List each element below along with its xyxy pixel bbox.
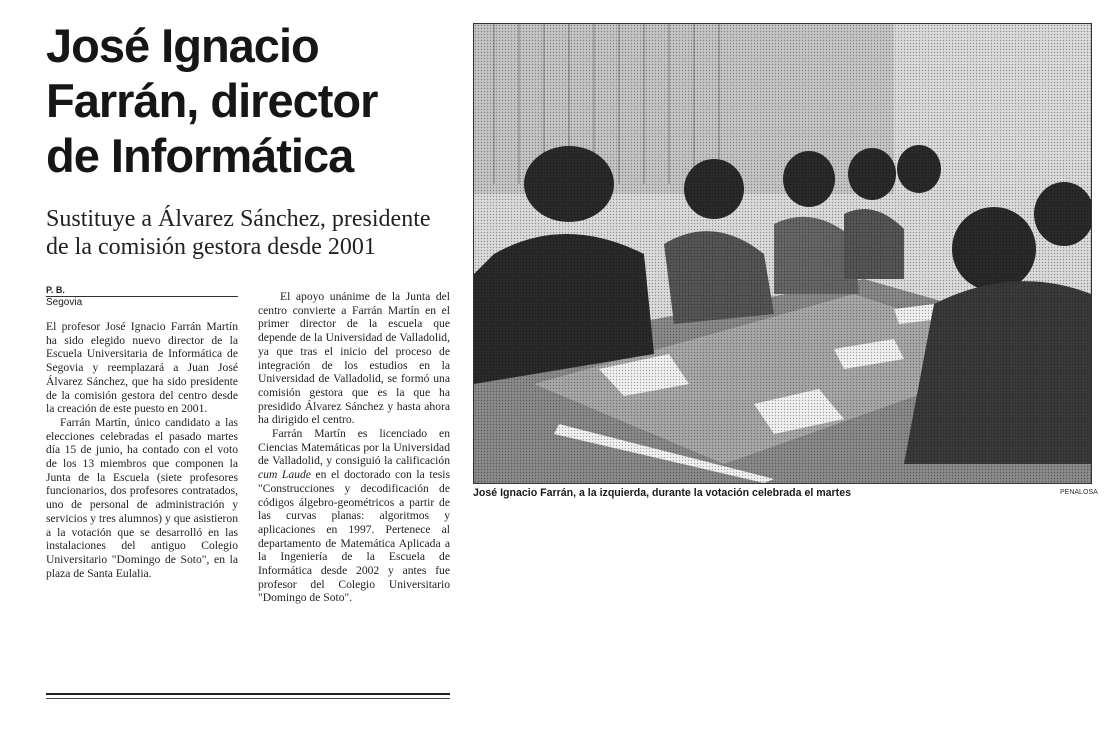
paragraph-text: en el doctorado con la tesis "Construcciones y decodificación de códigos álgebro-geométricos a partir de las curvas planas: algoritmos y aplicaciones en 1997. Pertenece al departamento de Matemática Aplicada a la Ingeniería de la Escuela de Informática desde 2002 y antes fue profesor del Colegio Universitario "Domingo de Soto".: [258, 468, 450, 605]
headline-line: José Ignacio: [46, 19, 319, 72]
headline: [46, 18, 466, 183]
article-column-2: [258, 290, 450, 605]
subheadline-line: de la comisión gestora desde 2001: [46, 234, 376, 260]
byline: [46, 286, 238, 309]
byline-place: Segovia: [46, 297, 83, 308]
paragraph: [258, 427, 450, 605]
paragraph: El profesor José Ignacio Farrán Martín ha sido elegido nuevo director de la Escuela Universitaria de Informática de Segovia y reemplazará a Juan José Álvarez Sánchez, que ha sido presidente de la comisión gestora del centro desde la creación de este puesto en 2001.: [46, 320, 238, 416]
headline-line: de Informática: [46, 129, 354, 182]
news-photo: [473, 23, 1092, 484]
bottom-rule: [46, 693, 450, 699]
italic-term: cum Laude: [258, 468, 311, 482]
photo-credit: PENALOSA: [1060, 489, 1098, 496]
photo-caption: José Ignacio Farrán, a la izquierda, durante la votación celebrada el martes: [473, 487, 851, 499]
paragraph: El apoyo unánime de la Junta del centro convierte a Farrán Martín en el primer director de la escuela que depende de la Universidad de Valladolid, ya que tras el inicio del proceso de integración de los estudios en la Universidad de Valladolid, se formó una comisión gestora que es la que ha presidido Álvarez Sánchez y hasta ahora ha dirigido el centro.: [258, 290, 450, 427]
paragraph: Farrán Martín, único candidato a las elecciones celebradas el pasado martes día 15 de junio, ha contado con el voto de los 13 miembros que componen la Junta de la Escuela (siete profesores funcionarios, dos profesores contratados, uno de personal de administración y servicios y tres alumnos) y que asistieron a la votación que se desarrolló en las instalaciones del antiguo Colegio Universitario "Domingo de Soto", en la plaza de Santa Eulalia.: [46, 415, 238, 580]
byline-author: P. B.: [46, 286, 238, 297]
headline-line: Farrán, director: [46, 74, 378, 127]
article-column-1: [46, 320, 238, 580]
subheadline-line: Sustituye a Álvarez Sánchez, presidente: [46, 206, 431, 232]
photo-halftone: [474, 24, 1091, 483]
paragraph-text: Farrán Martín es licenciado en Ciencias Matemáticas por la Universidad de Valladolid, y consiguió la calificación: [258, 427, 450, 468]
subheadline: [46, 205, 466, 261]
photo-illustration: [474, 24, 1091, 483]
